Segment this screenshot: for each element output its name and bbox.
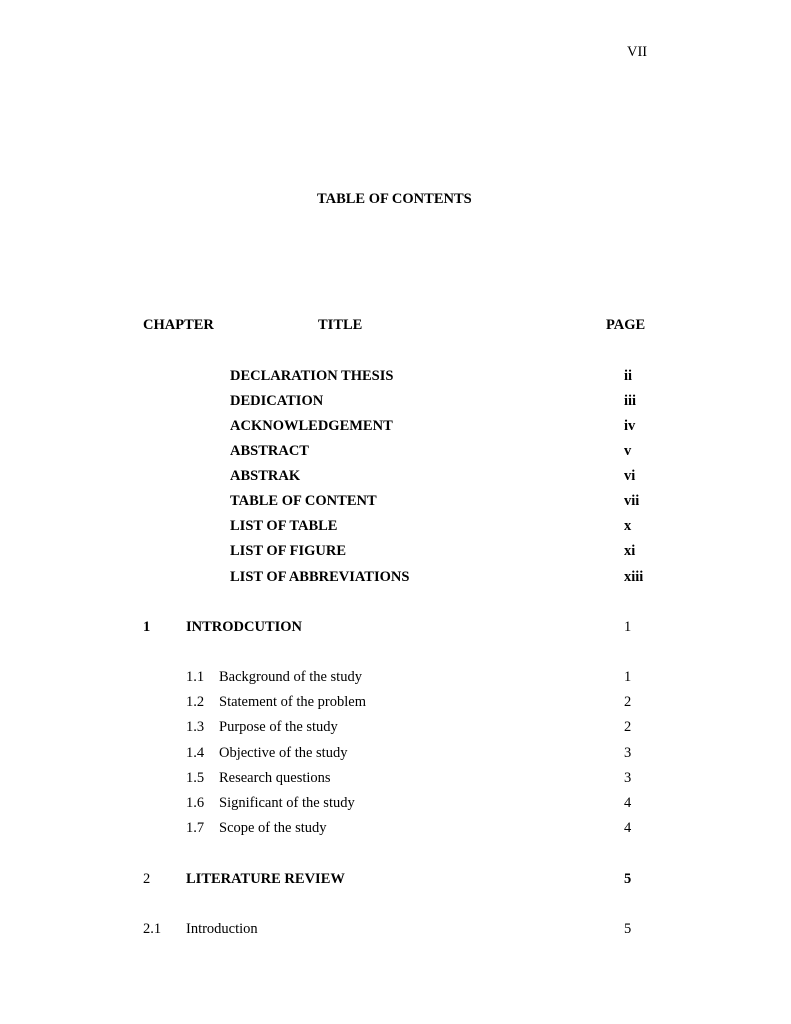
chapter-page: 1 — [624, 619, 632, 635]
toc-entry-page: ii — [624, 368, 633, 384]
section-number: 1.2 — [186, 694, 205, 710]
toc-entry-title: TABLE OF CONTENT — [230, 493, 377, 509]
section-title: Research questions — [219, 770, 331, 786]
section-title: Background of the study — [219, 669, 362, 685]
toc-entry-page: v — [624, 443, 632, 459]
section-page: 4 — [624, 820, 632, 836]
page-title: TABLE OF CONTENTS — [317, 191, 472, 207]
section-title: Introduction — [186, 921, 258, 937]
toc-entry-title: DECLARATION THESIS — [230, 368, 394, 384]
toc-entry-title: LIST OF ABBREVIATIONS — [230, 569, 410, 585]
page-number: VII — [627, 44, 648, 60]
section-number: 1.4 — [186, 745, 205, 761]
section-number: 1.1 — [186, 669, 205, 685]
toc-entry-title: LIST OF FIGURE — [230, 543, 347, 559]
toc-entry-page: vi — [624, 468, 636, 484]
section-number: 1.6 — [186, 795, 205, 811]
column-header-chapter: CHAPTER — [143, 317, 214, 333]
chapter-title: INTRODCUTION — [186, 619, 303, 635]
section-page: 1 — [624, 669, 632, 685]
column-header-page: PAGE — [606, 317, 646, 333]
section-title: Purpose of the study — [219, 719, 338, 735]
section-title: Scope of the study — [219, 820, 327, 836]
toc-entry-title: LIST OF TABLE — [230, 518, 338, 534]
chapter-number: 2 — [143, 871, 151, 887]
section-title: Significant of the study — [219, 795, 355, 811]
section-page: 3 — [624, 770, 632, 786]
section-page: 3 — [624, 745, 632, 761]
column-header-title: TITLE — [318, 317, 363, 333]
section-number: 1.7 — [186, 820, 205, 836]
toc-entry-page: vii — [624, 493, 640, 509]
toc-entry-page: iii — [624, 393, 637, 409]
toc-entry-page: xi — [624, 543, 636, 559]
toc-entry-title: ABSTRAK — [230, 468, 301, 484]
section-number: 2.1 — [143, 921, 162, 937]
section-page: 4 — [624, 795, 632, 811]
section-page: 5 — [624, 921, 632, 937]
toc-entry-page: iv — [624, 418, 636, 434]
toc-entry-title: ACKNOWLEDGEMENT — [230, 418, 393, 434]
chapter-number: 1 — [143, 619, 151, 635]
toc-entry-page: x — [624, 518, 632, 534]
section-title: Statement of the problem — [219, 694, 366, 710]
section-page: 2 — [624, 694, 632, 710]
chapter-title: LITERATURE REVIEW — [186, 871, 345, 887]
toc-entry-page: xiii — [624, 569, 644, 585]
section-page: 2 — [624, 719, 632, 735]
section-number: 1.5 — [186, 770, 205, 786]
toc-entry-title: ABSTRACT — [230, 443, 309, 459]
chapter-page: 5 — [624, 871, 632, 887]
section-number: 1.3 — [186, 719, 205, 735]
toc-entry-title: DEDICATION — [230, 393, 324, 409]
section-title: Objective of the study — [219, 745, 348, 761]
